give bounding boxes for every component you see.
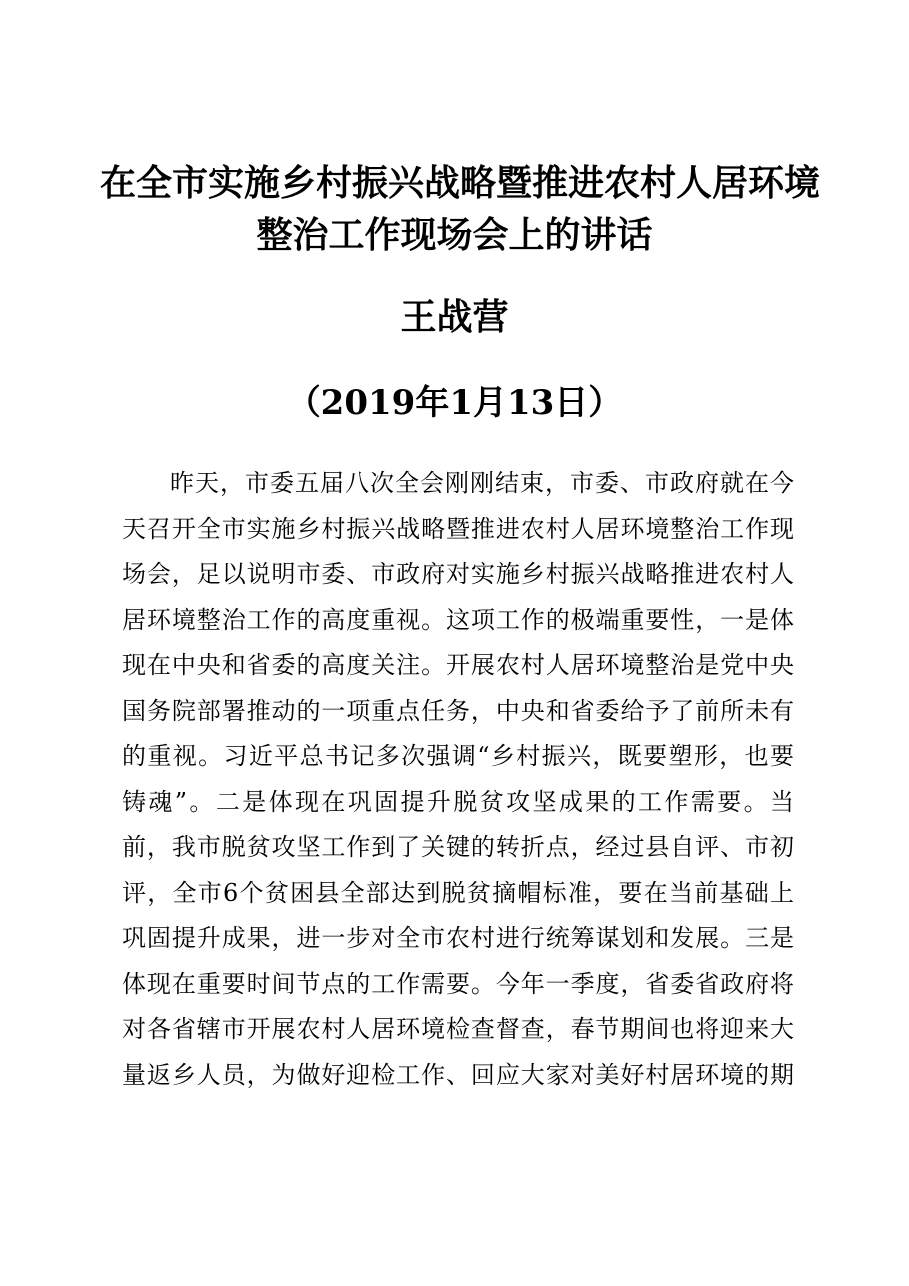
document-title xyxy=(100,158,821,262)
paragraph-line: 场会，足以说明市委、市政府对实施乡村振兴战略推进农村人 xyxy=(122,560,794,588)
speech-date: （2019年1月13日） xyxy=(286,383,623,423)
body-paragraph xyxy=(122,461,794,1098)
paragraph-line: 居环境整治工作的高度重视。这项工作的极端重要性，一是体 xyxy=(122,605,794,634)
paragraph-line: 前，我市脱贫攻坚工作到了关键的转折点，经过县自评、市初 xyxy=(122,833,794,861)
paragraph-line: 评，全市6个贫困县全部达到脱贫摘帽标准，要在当前基础上 xyxy=(122,878,794,907)
paragraph-line: 的重视。习近平总书记多次强调“乡村振兴，既要塑形，也要 xyxy=(122,742,794,770)
paragraph-line: 昨天，市委五届八次全会刚刚结束，市委、市政府就在今 xyxy=(170,469,794,497)
paragraph-line: 铸魂”。二是体现在巩固提升脱贫攻坚成果的工作需要。当 xyxy=(122,787,794,816)
paragraph-line: 量返乡人员，为做好迎检工作、回应大家对美好村居环境的期 xyxy=(122,1060,794,1089)
title-line: 在全市实施乡村振兴战略暨推进农村人居环境 xyxy=(100,163,821,204)
paragraph-line: 天召开全市实施乡村振兴战略暨推进农村人居环境整治工作现 xyxy=(122,514,794,543)
paragraph-line: 巩固提升成果，进一步对全市农村进行统筹谋划和发展。三是 xyxy=(122,924,794,952)
author-name: 王战营 xyxy=(400,297,509,338)
paragraph-line: 现在中央和省委的高度关注。开展农村人居环境整治是党中央 xyxy=(122,651,794,679)
title-line: 整治工作现场会上的讲话 xyxy=(256,215,653,256)
paragraph-line: 体现在重要时间节点的工作需要。今年一季度，省委省政府将 xyxy=(122,969,794,998)
paragraph-line: 国务院部署推动的一项重点任务，中央和省委给予了前所未有 xyxy=(122,696,794,725)
paragraph-line: 对各省辖市开展农村人居环境检查督查，春节期间也将迎来大 xyxy=(122,1015,794,1043)
